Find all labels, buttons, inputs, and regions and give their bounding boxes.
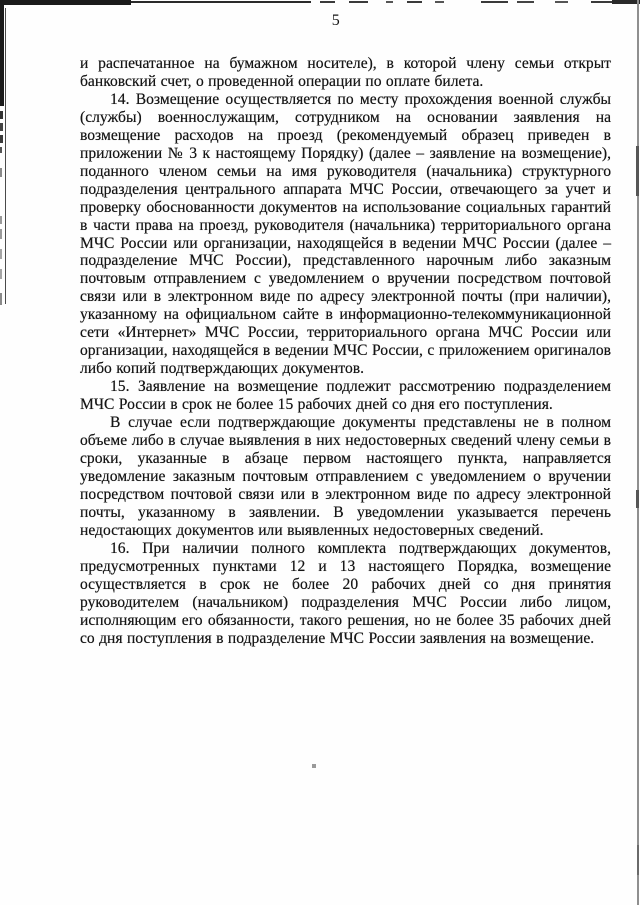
scan-artifact-top-dash [591, 1, 612, 3]
page-border-line-left [5, 8, 6, 304]
scan-artifact-top-edge [0, 0, 131, 5]
page-border-line-right [637, 0, 639, 905]
scan-artifact-left-dash [0, 229, 2, 239]
scan-artifact-top-dash [349, 1, 368, 3]
scan-artifact-left-dash [0, 269, 2, 279]
scan-artifact-top-dash [386, 1, 393, 3]
scan-artifact-right-dash [636, 490, 639, 508]
scan-artifact-right-dash [636, 146, 639, 196]
scan-artifact-top-right-corner [612, 0, 640, 4]
paragraph-continuation: и распечатанное на бумажном носителе), в которой члену семьи открыт банковский счет, о проведенной операции по оплате билета. [80, 55, 611, 90]
scan-artifact-left-dash [0, 216, 2, 224]
scan-artifact-top-dash [481, 1, 508, 3]
scan-artifact-top-dash [320, 1, 335, 3]
scan-artifact-left-dash [0, 249, 2, 259]
scan-artifact-top-dash [435, 1, 444, 3]
scan-artifact-left-dash [0, 111, 3, 119]
paragraph-item-15: 15. Заявление на возмещение подлежит рассмотрению подразделением МЧС России в срок не более 15 рабочих дней со дня его поступления. [80, 378, 611, 414]
scan-artifact-top-dash [407, 1, 422, 3]
scan-artifact-top-edge [131, 1, 311, 3]
page-number: 5 [331, 12, 341, 29]
scan-artifact-right-dash [637, 845, 639, 875]
document-body [80, 55, 611, 647]
scan-artifact-left-dash [0, 135, 3, 143]
scan-artifact-speck [312, 764, 316, 768]
scan-artifact-left-dash [0, 123, 3, 131]
paragraph-item-14: 14. Возмещение осуществляется по месту прохождения военной службы (службы) военнослужащим, сотрудником на основании заявления на возмещение расходов на проезд (рекомендуемый образец приведен в приложении № 3 к настоящему Порядку) (далее – заявление на возмещение), поданного членом семьи на имя руководителя (начальника) структурного подразделения центрального аппарата МЧС России, отвечающего за учет и проверку обоснованности документов на использование социальных гарантий в части права на проезд, руководителя (начальника) территориального органа МЧС России или организации, находящейся в ведении МЧС России (далее – подразделение МЧС России), представленного нарочным либо заказным почтовым отправлением с уведомлением о вручении посредством почтовой связи или в электронном виде по адресу электронной почты (при наличии), указанному на официальном сайте в информационно-телекоммуникационной сети «Интернет» МЧС России, территориального органа МЧС России или организации, находящейся в ведении МЧС России, с приложением оригиналов либо копий подтверждающих документов. [80, 90, 611, 378]
scan-artifact-top-dash [517, 1, 534, 3]
scan-artifact-left-dash [0, 168, 2, 177]
scan-artifact-left-dash [0, 147, 2, 153]
paragraph-item-16: 16. При наличии полного комплекта подтверждающих документов, предусмотренных пунктами 12 и 13 настоящего Порядка, возмещение осуществляется в срок не более 20 рабочих дней со дня принятия руководителем (начальником) подразделения МЧС России либо лицом, исполняющим его обязанности, такого решения, но не более 35 рабочих дней со дня поступления в подразделение МЧС России заявления на возмещение. [80, 539, 611, 647]
scan-artifact-top-dash [555, 1, 568, 3]
scan-artifact-left-dash [0, 293, 2, 305]
scan-artifact-left-edge [0, 0, 4, 106]
paragraph-item-15-note: В случае если подтверждающие документы представлены не в полном объеме либо в случае выявления в них недостоверных сведений члену семьи в сроки, указанные в абзаце первом настоящего пункта, направляется уведомление заказным почтовым отправлением с уведомлением о вручении посредством почтовой связи или в электронном виде по адресу электронной почты, указанному в заявлении. В уведомлении указывается перечень недостающих документов или выявленных недостоверных сведений. [80, 414, 611, 539]
